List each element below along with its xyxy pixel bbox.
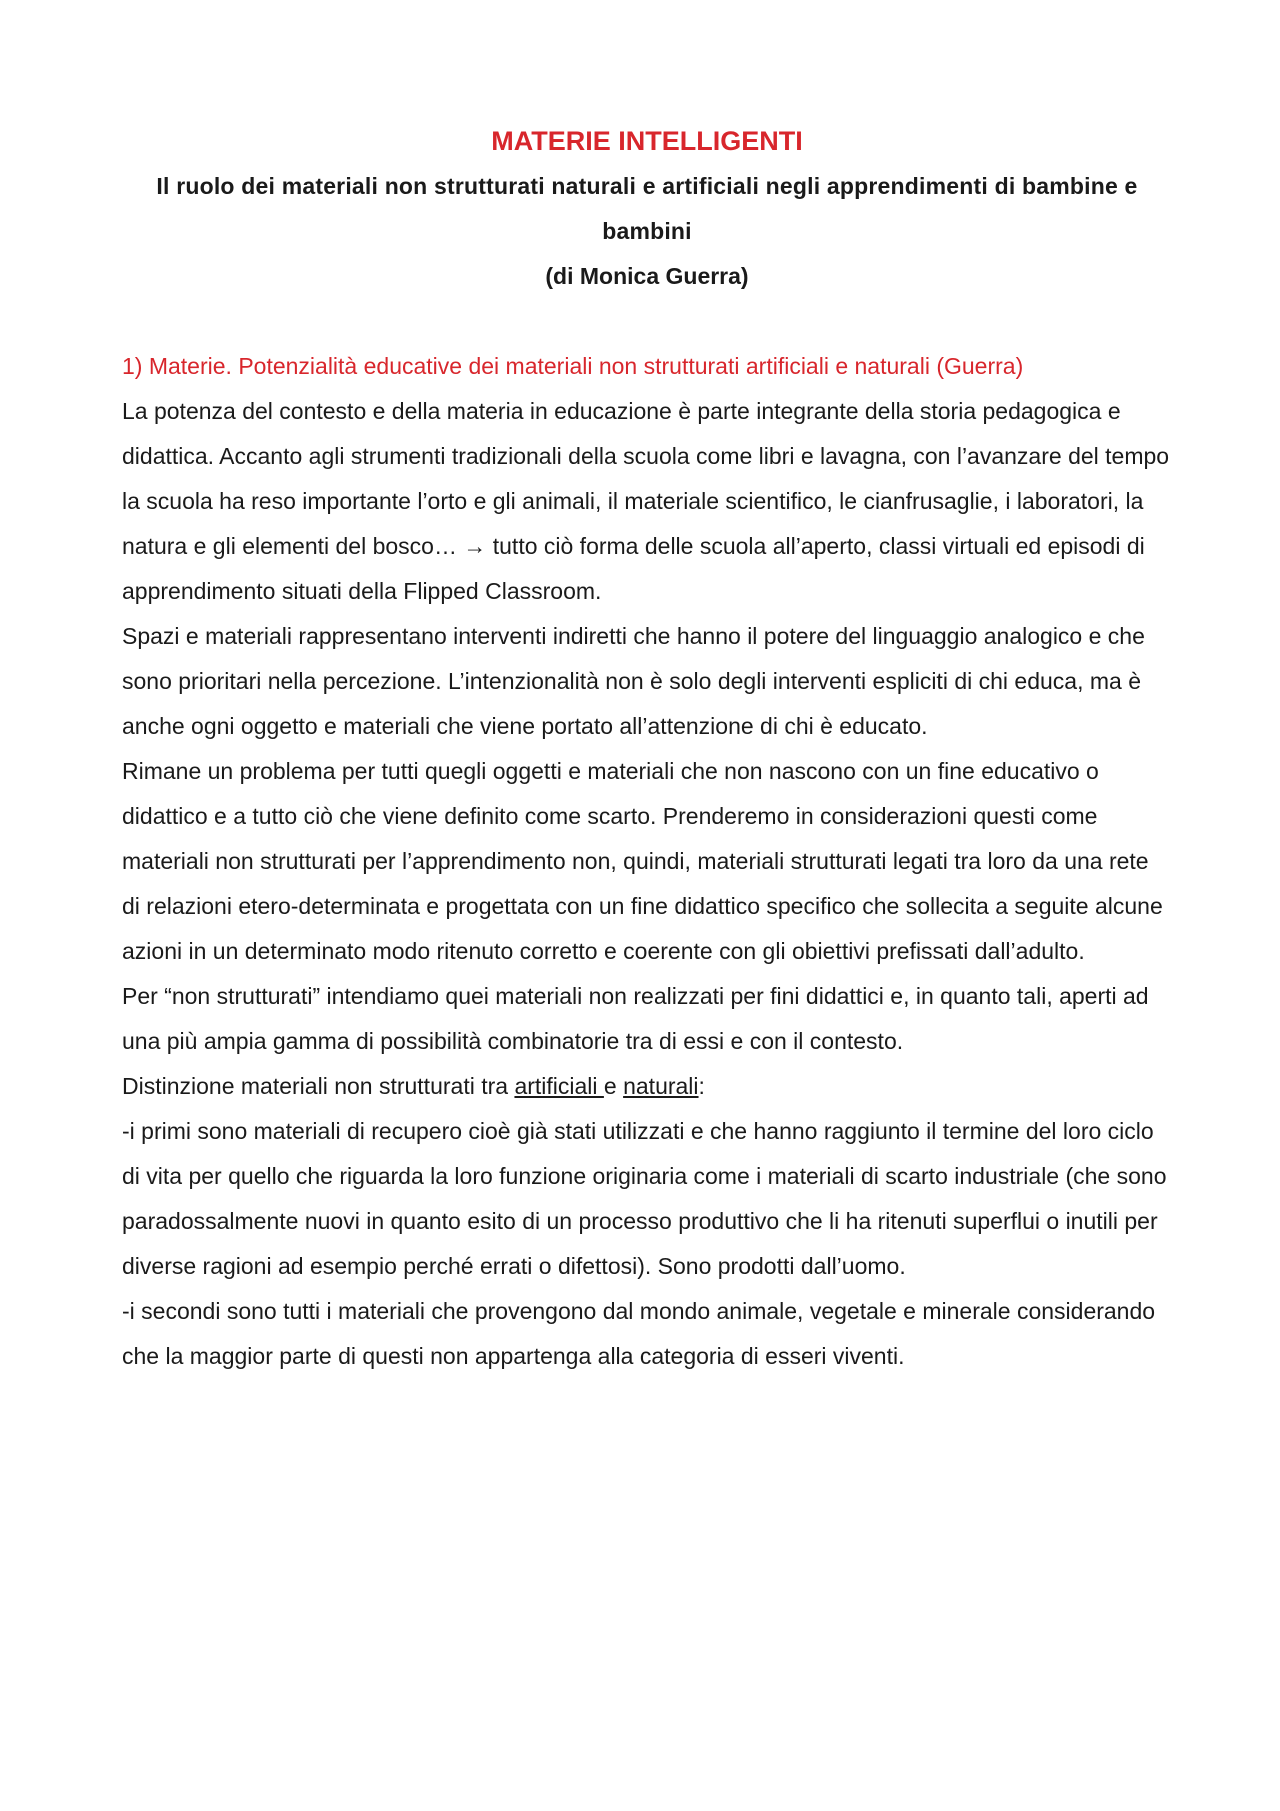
document-page <box>122 118 1172 1379</box>
distinction-artificial: artificiali <box>514 1073 604 1099</box>
distinction-line <box>122 1064 1172 1109</box>
list-item-natural: -i secondi sono tutti i materiali che provengono dal mondo animale, vegetale e minerale considerando che la maggior parte di questi non appartenga alla categoria di esseri viventi. <box>122 1298 1156 1369</box>
distinction-prefix: Distinzione materiali non strutturati tra <box>122 1073 515 1099</box>
section-heading: 1) Materie. Potenzialità educative dei materiali non strutturati artificiali e naturali (Guerra) <box>122 353 1024 379</box>
document-author: (di Monica Guerra) <box>545 263 749 289</box>
document-title: MATERIE INTELLIGENTI <box>491 126 803 156</box>
paragraph-1: La potenza del contesto e della materia in educazione è parte integrante della storia pedagogica e didattica. Accanto agli strumenti tradizionali della scuola come libri e lavagna, con l’avanzare del tempo la scuola ha reso importante l’orto e gli animali, il materiale scientifico, le cianfrusaglie, i laboratori, la natura e gli elementi del bosco… → tutto ciò forma delle scuola all’aperto, classi virtuali ed episodi di apprendimento situati della Flipped Classroom. <box>122 398 1170 604</box>
paragraph-4: Per “non strutturati” intendiamo quei materiali non realizzati per fini didattici e, in quanto tali, aperti ad una più ampia gamma di possibilità combinatorie tra di essi e con il contesto. <box>122 983 1149 1054</box>
paragraph-3: Rimane un problema per tutti quegli oggetti e materiali che non nascono con un fine educativo o didattico e a tutto ciò che viene definito come scarto. Prenderemo in considerazioni questi come materiali non strutturati per l’apprendimento non, quindi, materiali strutturati legati tra loro da una rete di relazioni etero-determinata e progettata con un fine didattico specifico che sollecita a seguite alcune azioni in un determinato modo ritenuto corretto e coerente con gli obiettivi prefissati dall’adulto. <box>122 758 1163 964</box>
paragraph-2: Spazi e materiali rappresentano interventi indiretti che hanno il potere del linguaggio analogico e che sono prioritari nella percezione. L’intenzionalità non è solo degli interventi espliciti di chi educa, ma è anche ogni oggetto e materiali che viene portato all’attenzione di chi è educato. <box>122 623 1145 739</box>
list-item-artificial: -i primi sono materiali di recupero cioè già stati utilizzati e che hanno raggiunto il termine del loro ciclo di vita per quello che riguarda la loro funzione originaria come i materiali di scarto industriale (che sono paradossalmente nuovi in quanto esito di un processo produttivo che li ha ritenuti superflui o inutili per diverse ragioni ad esempio perché errati o difettosi). Sono prodotti dall’uomo. <box>122 1118 1167 1279</box>
distinction-suffix: : <box>698 1073 705 1099</box>
distinction-connector: e <box>603 1073 624 1099</box>
document-subtitle: Il ruolo dei materiali non strutturati naturali e artificiali negli apprendimenti di bambine e bambini <box>156 173 1138 244</box>
distinction-natural: naturali <box>623 1073 699 1099</box>
